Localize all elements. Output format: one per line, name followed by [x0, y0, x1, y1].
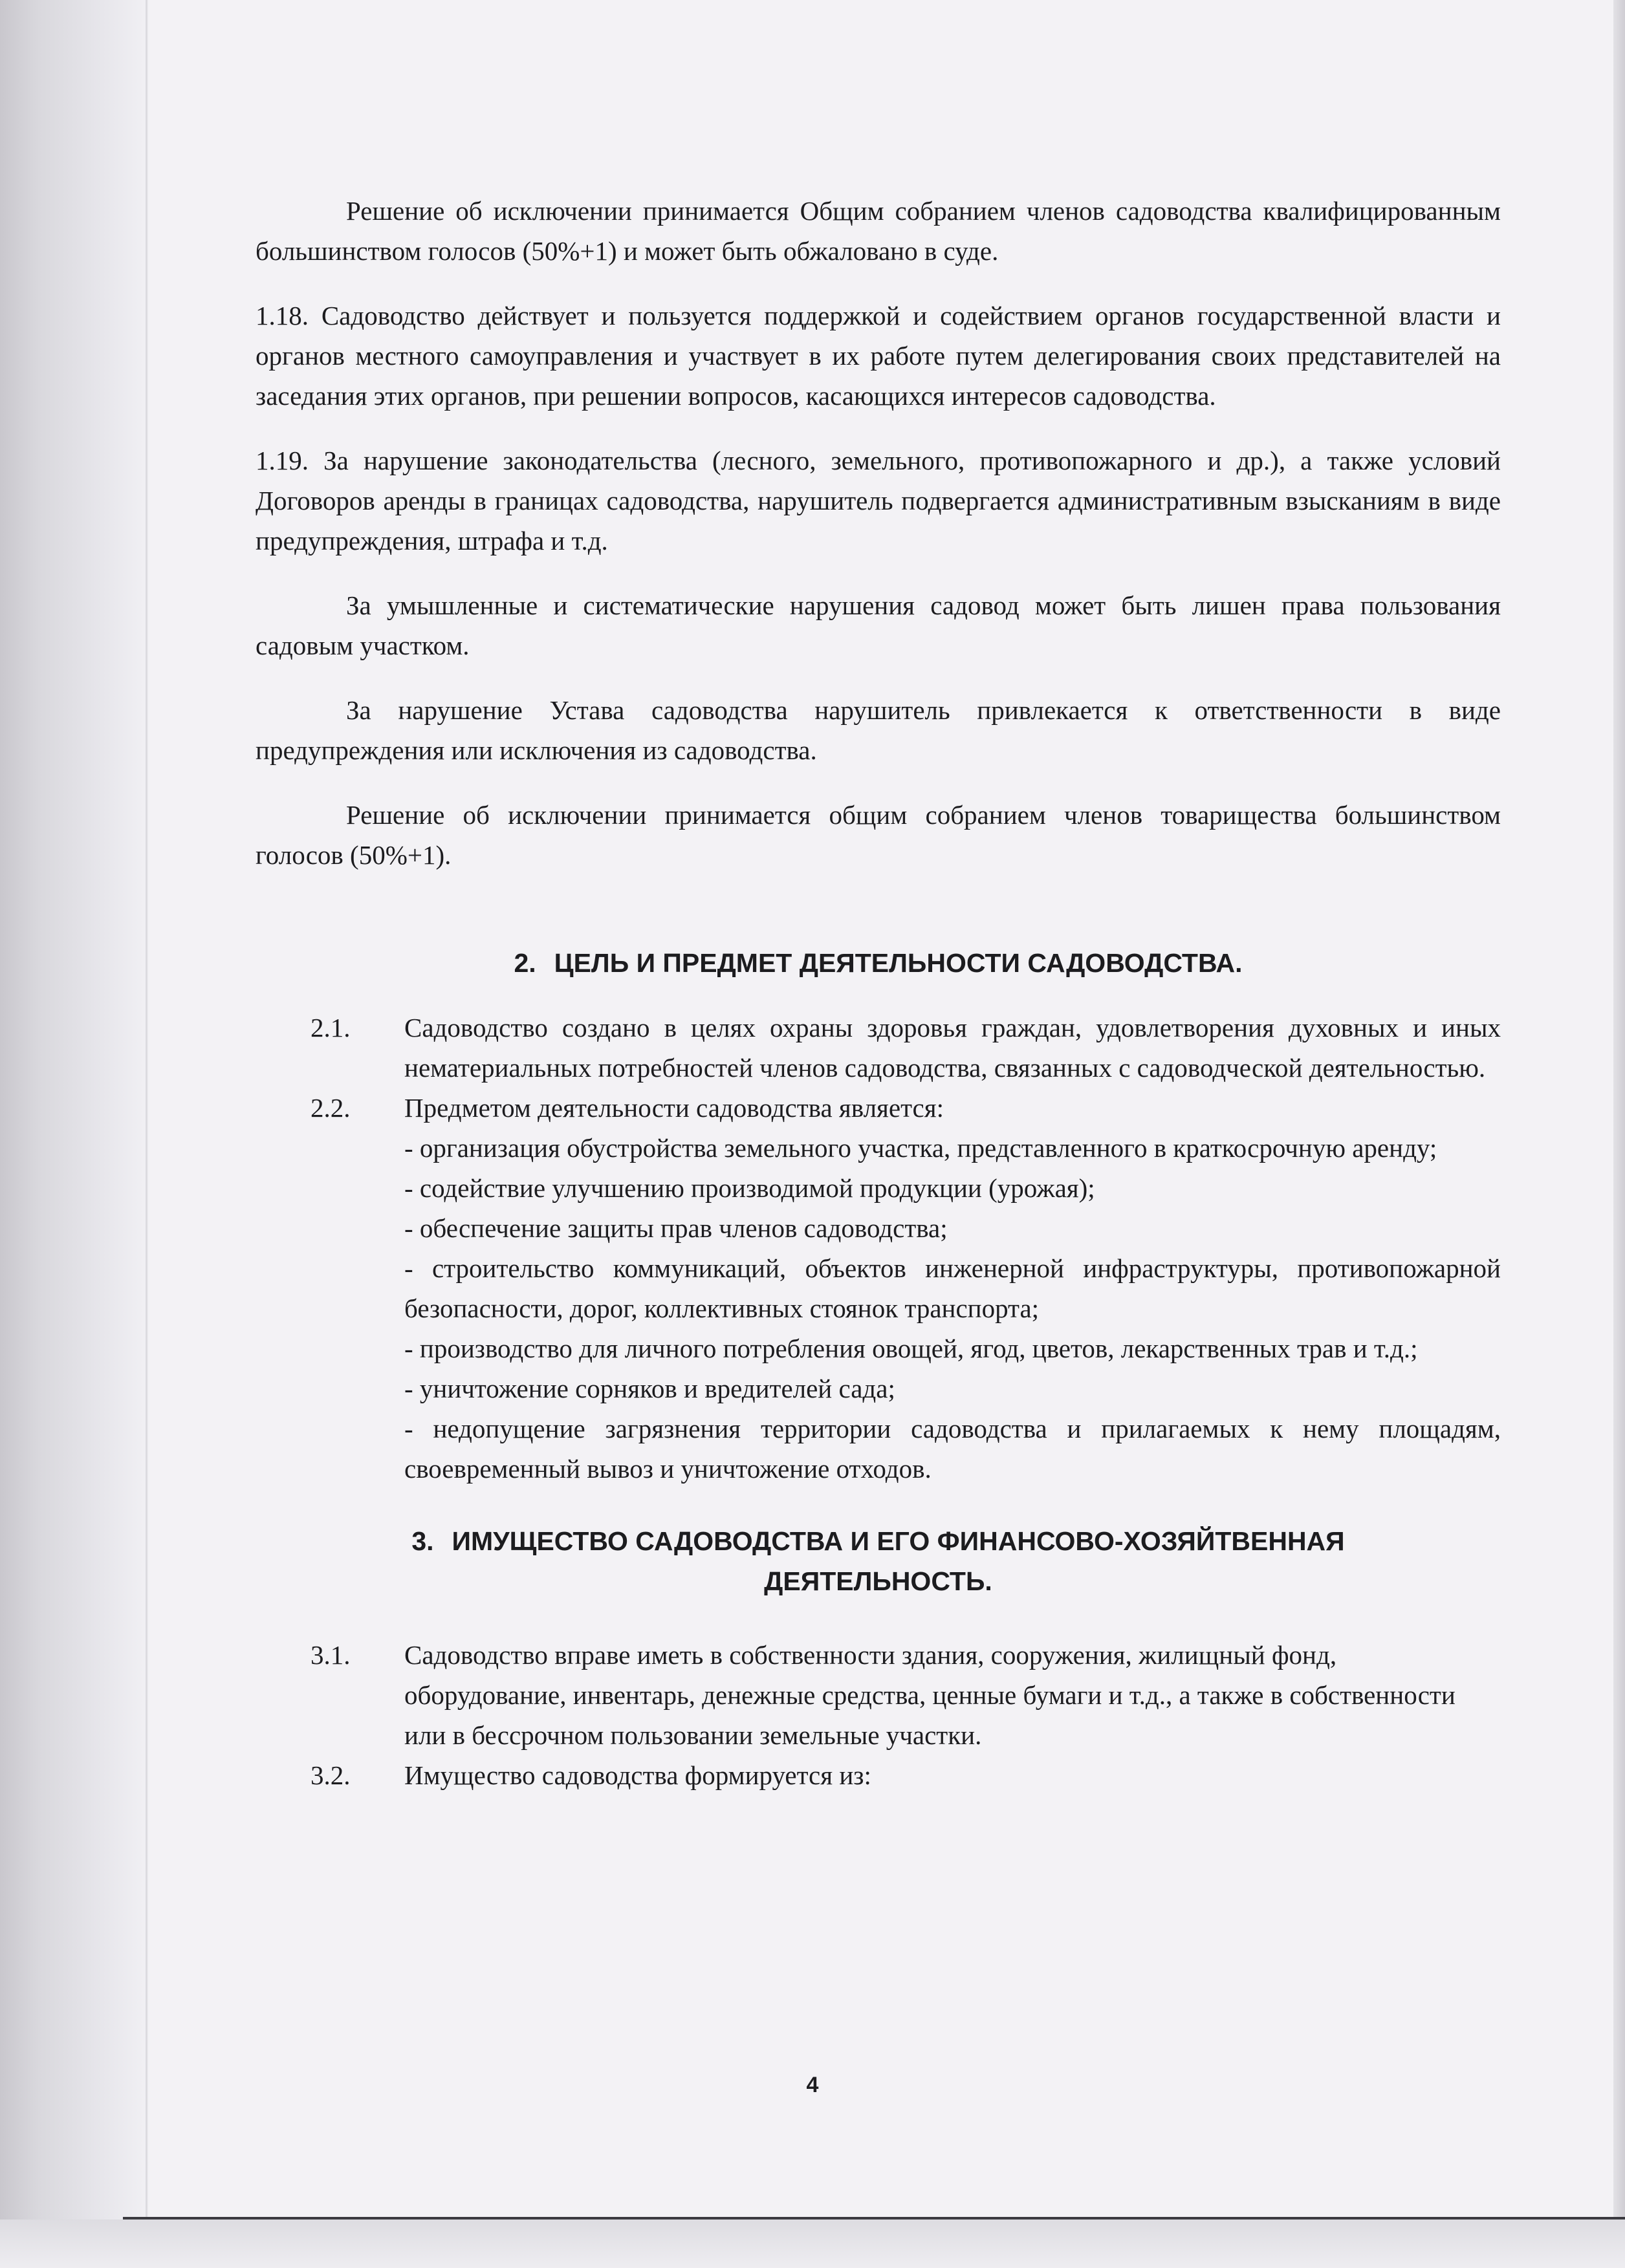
section-3-title-line1: ИМУЩЕСТВО САДОВОДСТВА И ЕГО ФИНАНСОВО-ХОЗЯЙТВЕННАЯ [452, 1526, 1345, 1556]
paragraph-exclusion-majority: Решение об исключении принимается общим собранием членов товарищества большинством голосов (50%+1). [256, 800, 1501, 870]
section-3-heading [256, 1521, 1501, 1601]
document-page [256, 191, 1501, 1795]
section-3-title-line2: ДЕЯТЕЛЬНОСТЬ. [764, 1566, 992, 1596]
section-2-number: 2. [514, 948, 536, 978]
list-item: - содействие улучшению производимой продукции (урожая); [404, 1173, 1095, 1203]
paragraph-deprivation: За умышленные и систематические нарушения садовод может быть лишен права пользования садовым участком. [256, 590, 1501, 660]
clause-3-2 [256, 1755, 1501, 1795]
list-item: - организация обустройства земельного участка, представленного в краткосрочную аренду; [404, 1133, 1437, 1163]
scan-left-shadow [0, 0, 149, 2268]
scan-right-shadow [1613, 0, 1625, 2268]
clause-intro: Предметом деятельности садоводства является: [404, 1093, 944, 1123]
clause-2-1 [256, 1008, 1501, 1088]
clause-body [404, 1755, 1501, 1795]
clause-body [404, 1635, 1501, 1755]
clause-3-1 [256, 1635, 1501, 1755]
clause-number: 2.2. [311, 1093, 351, 1123]
page-number: 4 [806, 2073, 819, 2097]
clause-text: Имущество садоводства формируется из: [404, 1760, 871, 1790]
section-2-heading [256, 943, 1501, 983]
clause-text: Садоводство вправе иметь в собственности здания, сооружения, жилищный фонд, оборудование, инвентарь, денежные средства, ценные бумаги и т.д., а также в собственности или в бессрочном пользовании земельные участки. [404, 1640, 1456, 1750]
section-3-number: 3. [411, 1526, 434, 1556]
list-item: - уничтожение сорняков и вредителей сада; [404, 1374, 895, 1403]
list-item: - производство для личного потребления овощей, ягод, цветов, лекарственных трав и т.д.; [404, 1334, 1418, 1363]
clause-number: 3.1. [311, 1640, 351, 1670]
clause-number: 3.2. [311, 1760, 351, 1790]
list-item: - недопущение загрязнения территории садоводства и прилагаемых к нему площадям, своевременный вывоз и уничтожение отходов. [404, 1414, 1501, 1484]
paragraph-exclusion-decision: Решение об исключении принимается Общим собранием членов садоводства квалифицированным большинством голосов (50%+1) и может быть обжаловано в суде. [256, 196, 1501, 266]
list-item: - строительство коммуникаций, объектов инженерной инфраструктуры, противопожарной безопасности, дорог, коллективных стоянок транспорта; [404, 1253, 1501, 1323]
clause-body [404, 1008, 1501, 1088]
page-edge-line [146, 0, 147, 2268]
clause-body [404, 1088, 1501, 1489]
paragraph-charter-violation: За нарушение Устава садоводства нарушитель привлекается к ответственности в виде предупреждения или исключения из садоводства. [256, 695, 1501, 765]
section-2-title: ЦЕЛЬ И ПРЕДМЕТ ДЕЯТЕЛЬНОСТИ САДОВОДСТВА. [554, 948, 1243, 978]
clause-number: 2.1. [311, 1013, 351, 1042]
clause-2-2 [256, 1088, 1501, 1489]
paragraph-1-19: 1.19. За нарушение законодательства (лесного, земельного, противопожарного и др.), а также условий Договоров аренды в границах садоводства, нарушитель подвергается административным взысканиям в виде предупреждения, штрафа и т.д. [256, 446, 1501, 556]
clause-text: Садоводство создано в целях охраны здоровья граждан, удовлетворения духовных и иных нематериальных потребностей членов садоводства, связанных с садоводческой деятельностью. [404, 1013, 1501, 1083]
scan-bottom-band [0, 2219, 1625, 2268]
list-item: - обеспечение защиты прав членов садоводства; [404, 1213, 948, 1243]
paragraph-1-18: 1.18. Садоводство действует и пользуется поддержкой и содействием органов государственной власти и органов местного самоуправления и участвует в их работе путем делегирования своих представителей на заседания этих органов, при решении вопросов, касающихся интересов садоводства. [256, 301, 1501, 411]
